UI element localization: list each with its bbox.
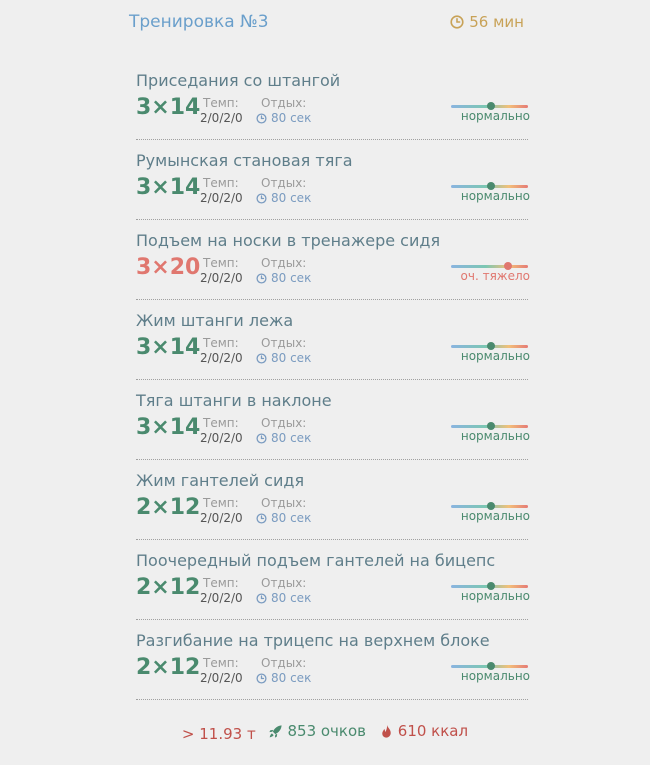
rest-time: 80 сек — [271, 591, 312, 605]
rest-value — [256, 671, 311, 685]
difficulty-slider — [451, 665, 528, 668]
exercise-item[interactable] — [136, 620, 528, 700]
tempo-value: 2/0/2/0 — [200, 591, 243, 605]
tempo-value: 2/0/2/0 — [200, 271, 243, 285]
tempo-label: Темп: — [203, 256, 239, 270]
tonnage-stat — [182, 725, 256, 743]
exercise-name: Подъем на носки в тренажере сидя — [136, 231, 441, 250]
difficulty-grade: нормально — [460, 349, 530, 363]
points-stat — [268, 722, 366, 740]
tempo-label: Темп: — [203, 176, 239, 190]
exercise-item[interactable] — [136, 380, 528, 460]
difficulty-grade: нормально — [460, 429, 530, 443]
rocket-icon — [268, 724, 283, 739]
difficulty-slider — [451, 185, 528, 188]
tonnage-value: > 11.93 т — [181, 724, 256, 743]
tempo-label: Темп: — [203, 96, 239, 110]
exercise-sets: 3×14 — [136, 175, 201, 200]
rest-label: Отдых: — [261, 496, 307, 510]
exercise-sets: 2×12 — [136, 575, 201, 600]
rest-time: 80 сек — [271, 671, 312, 685]
difficulty-grade: нормально — [460, 509, 530, 523]
tempo-value: 2/0/2/0 — [200, 111, 243, 125]
rest-time: 80 сек — [271, 351, 312, 365]
divider — [136, 699, 528, 700]
exercise-name: Приседания со штангой — [136, 71, 341, 90]
clock-icon — [256, 593, 267, 604]
clock-icon — [256, 433, 267, 444]
rest-time: 80 сек — [271, 191, 312, 205]
tempo-label: Темп: — [203, 576, 239, 590]
workout-header — [129, 10, 524, 36]
rest-label: Отдых: — [261, 656, 307, 670]
clock-icon — [256, 113, 267, 124]
flame-icon — [379, 724, 394, 739]
difficulty-grade: оч. тяжело — [460, 269, 530, 283]
tempo-value: 2/0/2/0 — [200, 671, 243, 685]
rest-label: Отдых: — [261, 256, 307, 270]
difficulty-slider — [451, 505, 528, 508]
clock-icon — [256, 513, 267, 524]
clock-icon — [256, 353, 267, 364]
difficulty-grade: нормально — [460, 109, 530, 123]
exercise-sets: 2×12 — [136, 655, 201, 680]
points-value: 853 очков — [287, 722, 366, 740]
rest-label: Отдых: — [261, 176, 307, 190]
clock-icon — [450, 15, 464, 29]
exercise-sets: 3×20 — [136, 255, 201, 280]
duration-value: 56 мин — [469, 13, 524, 31]
rest-value — [256, 591, 311, 605]
exercise-sets: 2×12 — [136, 495, 201, 520]
rest-label: Отдых: — [261, 576, 307, 590]
exercise-item[interactable] — [136, 300, 528, 380]
rest-time: 80 сек — [271, 111, 312, 125]
exercise-sets: 3×14 — [136, 335, 201, 360]
tempo-value: 2/0/2/0 — [200, 431, 243, 445]
rest-label: Отдых: — [261, 336, 307, 350]
rest-time: 80 сек — [271, 271, 312, 285]
exercise-list — [136, 60, 528, 700]
exercise-name: Жим штанги лежа — [136, 311, 294, 330]
rest-value — [256, 111, 311, 125]
rest-value — [256, 271, 311, 285]
exercise-name: Поочередный подъем гантелей на бицепс — [136, 551, 496, 570]
rest-time: 80 сек — [271, 511, 312, 525]
tempo-value: 2/0/2/0 — [200, 511, 243, 525]
difficulty-grade: нормально — [460, 669, 530, 683]
rest-value — [256, 511, 311, 525]
workout-title: Тренировка №3 — [129, 12, 269, 32]
tempo-value: 2/0/2/0 — [200, 351, 243, 365]
rest-label: Отдых: — [261, 96, 307, 110]
difficulty-slider — [451, 425, 528, 428]
rest-label: Отдых: — [261, 416, 307, 430]
exercise-item[interactable] — [136, 220, 528, 300]
difficulty-grade: нормально — [460, 589, 530, 603]
tempo-label: Темп: — [203, 336, 239, 350]
difficulty-slider — [451, 265, 528, 268]
exercise-name: Жим гантелей сидя — [136, 471, 305, 490]
clock-icon — [256, 673, 267, 684]
rest-value — [256, 191, 311, 205]
tempo-label: Темп: — [203, 496, 239, 510]
clock-icon — [256, 193, 267, 204]
difficulty-grade: нормально — [460, 189, 530, 203]
exercise-sets: 3×14 — [136, 415, 201, 440]
exercise-item[interactable] — [136, 60, 528, 140]
tempo-label: Темп: — [203, 416, 239, 430]
exercise-sets: 3×14 — [136, 95, 201, 120]
exercise-name: Румынская становая тяга — [136, 151, 353, 170]
rest-time: 80 сек — [271, 431, 312, 445]
calories-value: 610 ккал — [397, 722, 469, 740]
clock-icon — [256, 273, 267, 284]
difficulty-slider — [451, 585, 528, 588]
workout-duration — [450, 13, 524, 31]
exercise-name: Тяга штанги в наклоне — [136, 391, 332, 410]
exercise-item[interactable] — [136, 460, 528, 540]
difficulty-slider — [451, 105, 528, 108]
tempo-label: Темп: — [203, 656, 239, 670]
rest-value — [256, 351, 311, 365]
exercise-item[interactable] — [136, 540, 528, 620]
tempo-value: 2/0/2/0 — [200, 191, 243, 205]
calories-stat — [379, 722, 468, 740]
rest-value — [256, 431, 311, 445]
difficulty-slider — [451, 345, 528, 348]
exercise-item[interactable] — [136, 140, 528, 220]
exercise-name: Разгибание на трицепс на верхнем блоке — [136, 631, 490, 650]
workout-summary — [0, 722, 650, 743]
